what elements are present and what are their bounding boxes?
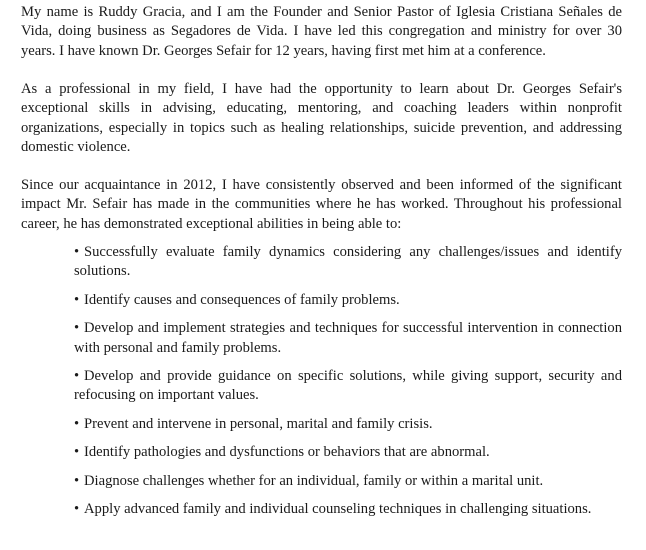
list-item-text: Prevent and intervene in personal, marital and family crisis. <box>84 415 433 432</box>
intro-paragraph: My name is Ruddy Gracia, and I am the Founder and Senior Pastor of Iglesia Cristiana Señales de Vida, doing business as Segadores de Vida. I have led this congregation and ministry for over 30 years. I have known Dr. Georges Sefair for 12 years, having first met him at a conference. <box>21 4 622 59</box>
list-item <box>74 319 622 358</box>
list-item-text: Develop and implement strategies and techniques for successful intervention in connection with personal and family problems. <box>74 320 622 356</box>
bullet-icon: • <box>74 320 80 337</box>
bullet-icon: • <box>74 472 80 489</box>
list-item <box>74 443 622 462</box>
list-item <box>74 500 622 519</box>
list-item-text: Develop and provide guidance on specific solutions, while giving support, security and refocusing on important values. <box>74 368 622 404</box>
bullet-icon: • <box>74 368 80 385</box>
list-item-text: Successfully evaluate family dynamics considering any challenges/issues and identify solutions. <box>74 244 622 280</box>
professional-assessment-paragraph: As a professional in my field, I have had the opportunity to learn about Dr. Georges Sefair's exceptional skills in advising, educating, mentoring, and coaching leaders within nonprofit organizations, especially in topics such as healing relationships, suicide prevention, and addressing domestic violence. <box>21 81 622 156</box>
bullet-icon: • <box>74 244 80 260</box>
list-item-text: Diagnose challenges whether for an individual, family or within a marital unit. <box>84 472 544 489</box>
bullet-icon: • <box>74 444 80 461</box>
list-item <box>74 291 622 310</box>
list-item-text: Apply advanced family and individual counseling techniques in challenging situations. <box>84 501 592 518</box>
bullet-icon: • <box>74 291 80 308</box>
list-item-text: Identify pathologies and dysfunctions or behaviors that are abnormal. <box>84 444 490 461</box>
list-item <box>74 243 622 282</box>
list-item <box>74 367 622 406</box>
bullet-icon: • <box>74 501 80 518</box>
list-item <box>74 415 622 434</box>
list-item <box>74 472 622 491</box>
list-item-text: Identify causes and consequences of family problems. <box>84 291 400 308</box>
observed-impact-paragraph: Since our acquaintance in 2012, I have consistently observed and been informed of the significant impact Mr. Sefair has made in the communities where he has worked. Throughout his professional career, he has demonstrated exceptional abilities in being able to: <box>21 177 622 232</box>
bullet-icon: • <box>74 415 80 432</box>
abilities-list <box>74 243 622 528</box>
